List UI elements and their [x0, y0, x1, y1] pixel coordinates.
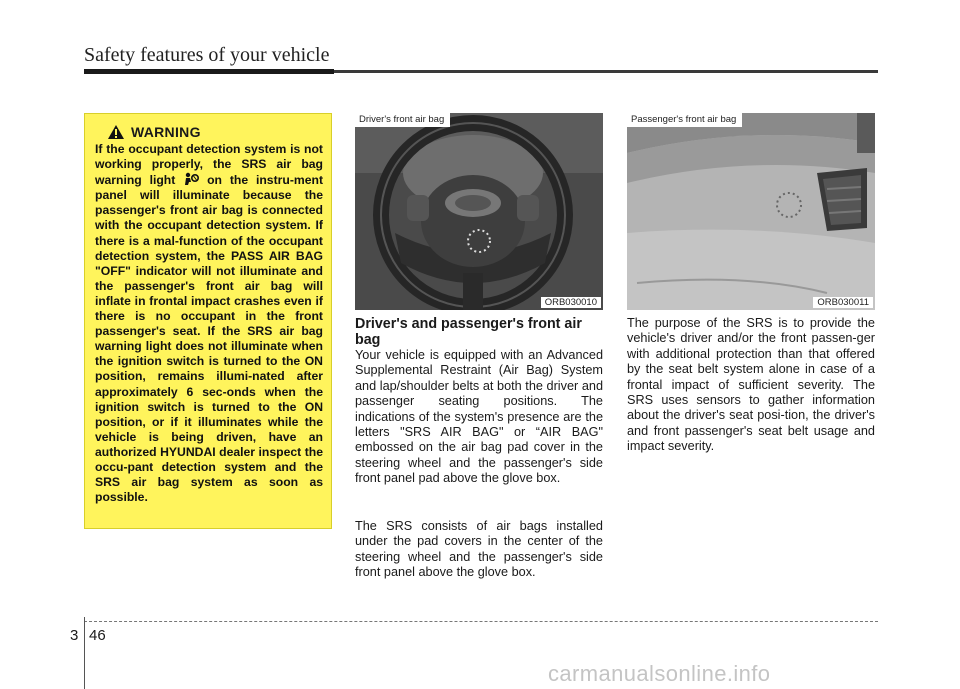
- footer-rule: [84, 621, 878, 622]
- srs-airbag-warning-light-icon: [183, 172, 199, 186]
- passenger-photo-caption: Passenger's front air bag: [627, 113, 742, 127]
- driver-photo-caption: Driver's front air bag: [355, 113, 450, 127]
- warning-triangle-icon: [107, 124, 125, 140]
- section-heading: Driver's and passenger's front air bag: [355, 316, 582, 348]
- warning-text-part-2: on the instru-ment panel will illuminate because the passenger's front air bag is connected with the occupant detection system. If there is a mal-function of the occupant detection system, the PASS AIR BAG "OFF" indicator will not illuminate and the passenger's front air bag will inflate in frontal impact crashes even if there is no occupant in the front passenger's seat. If the SRS air bag warning light does not illuminate when the ignition switch is turned to the ON position, remains illumi-nated after approximately 6 sec-onds when the ignition switch is turned to the ON position, or if it illuminates while the vehicle is being driven, have an authorized HYUNDAI dealer inspect the occu-pant detection system and the SRS air bag system as soon as possible.: [95, 173, 323, 505]
- warning-title: WARNING: [131, 124, 201, 140]
- dashboard-illustration: [627, 113, 875, 310]
- warning-text-part-1: If the occupant detection system is not working properly, the SRS air bag warning light: [95, 142, 323, 188]
- driver-airbag-photo: [355, 113, 603, 310]
- paragraph-3: The purpose of the SRS is to provide the vehicle's driver and/or the front passen-ger with additional protection than that offered by the seat belt system alone in case of a frontal impact of sufficient severity. The SRS uses sensors to gather information about the driver's seat posi-tion, the driver's and front passenger's seat belt usage and impact severity.: [627, 316, 875, 454]
- page-header-title: Safety features of your vehicle: [84, 44, 330, 66]
- passenger-photo-code: ORB030011: [813, 297, 873, 308]
- warning-box: [84, 113, 332, 529]
- footer-divider: [84, 617, 85, 689]
- header-rule-accent: [84, 69, 334, 74]
- passenger-airbag-photo: [627, 113, 875, 310]
- chapter-number: 3: [70, 627, 79, 644]
- steering-wheel-illustration: [355, 113, 603, 310]
- driver-photo-code: ORB030010: [541, 297, 601, 308]
- watermark: carmanualsonline.info: [548, 661, 771, 686]
- paragraph-1: Your vehicle is equipped with an Advanced Supplemental Restraint (Air Bag) System and lap/shoulder belts at both the driver and passenger seating positions. The indications of the system's presence are the letters "SRS AIR BAG" or “AIR BAG" embossed on the air bag pad cover in the steering wheel and the passenger's side front panel pad above the glove box.: [355, 348, 603, 486]
- warning-header: [107, 124, 323, 140]
- warning-text: [95, 142, 323, 505]
- page-number: 46: [89, 627, 106, 644]
- paragraph-2: The SRS consists of air bags installed under the pad covers in the center of the steering wheel and the passenger's side front panel above the glove box.: [355, 519, 603, 580]
